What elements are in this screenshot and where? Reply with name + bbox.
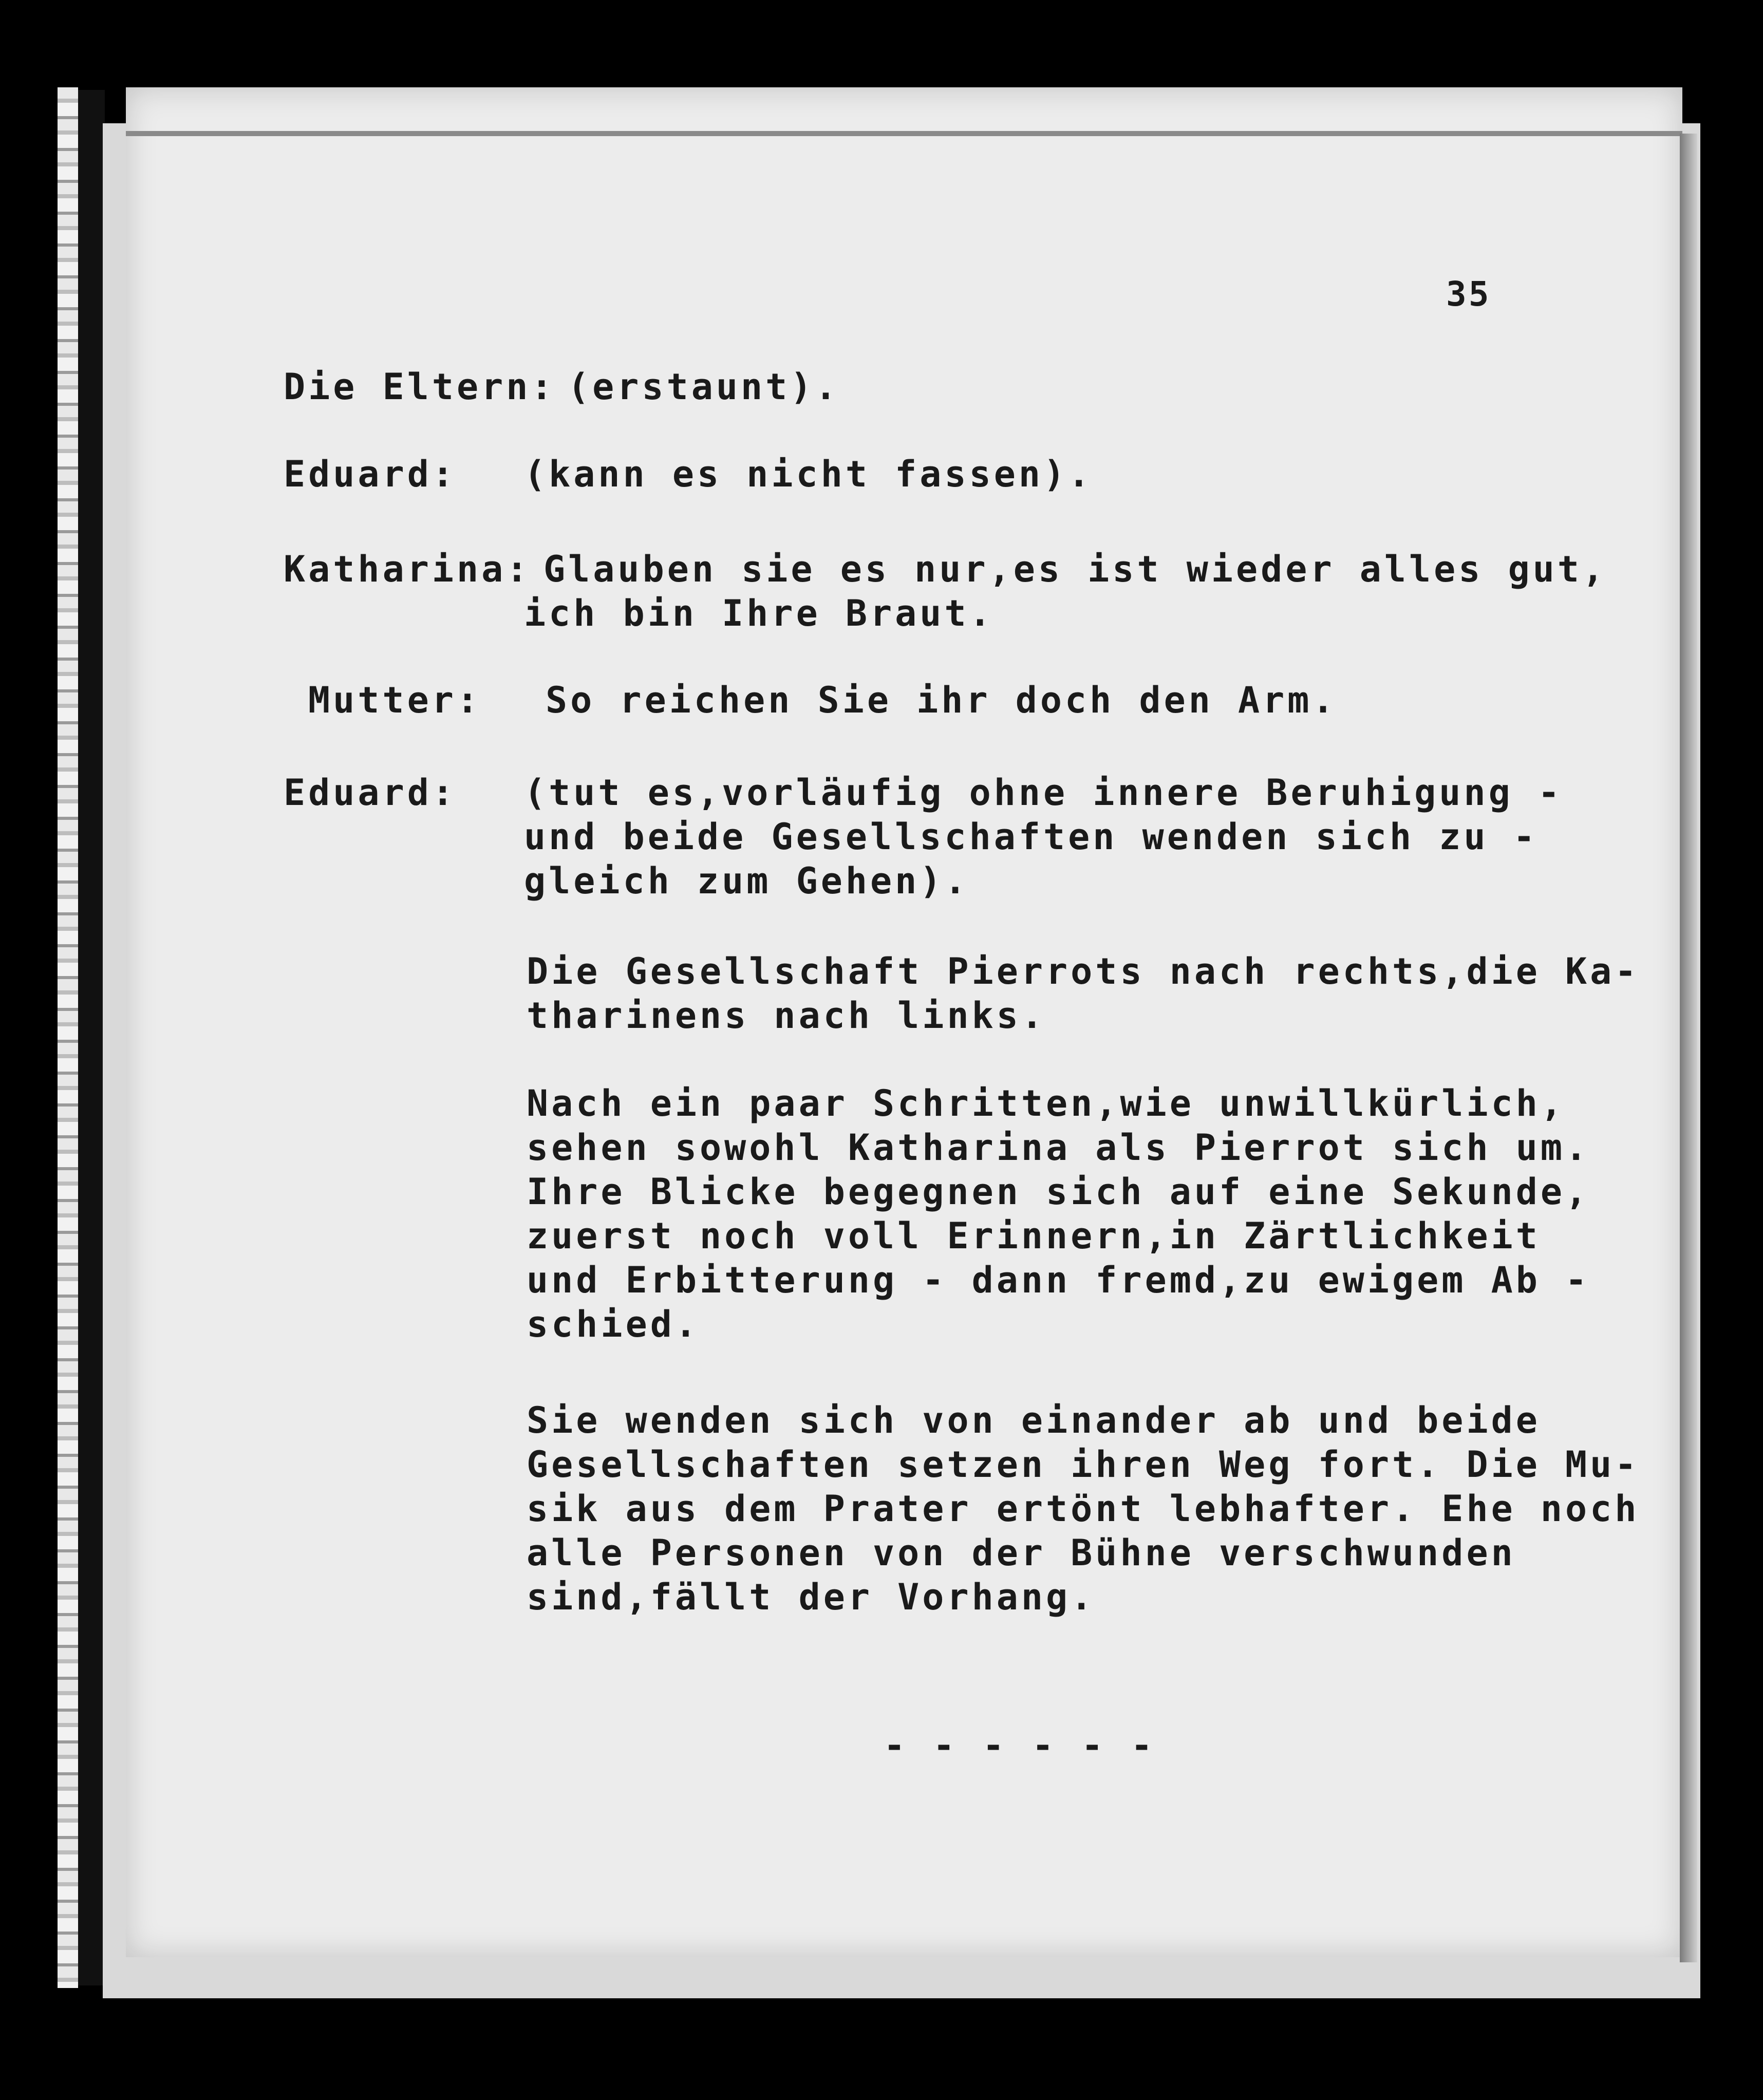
- speech-line: ich bin Ihre Braut.: [524, 592, 994, 634]
- speaker-label: Die Eltern:: [284, 366, 556, 408]
- stage-direction-line: und Erbitterung - dann fremd,zu ewigem Ab -: [527, 1259, 1590, 1301]
- page-number: 35: [1446, 274, 1491, 314]
- speaker-label: Mutter:: [308, 679, 482, 721]
- speech-line: gleich zum Gehen).: [524, 860, 969, 902]
- stage-direction-line: alle Personen von der Bühne verschwunden: [527, 1532, 1516, 1574]
- stage-direction-line: sik aus dem Prater ertönt lebhafter. Ehe noch: [527, 1488, 1640, 1530]
- stage-direction-line: schied.: [527, 1303, 700, 1345]
- stage-direction-line: Die Gesellschaft Pierrots nach rechts,die Ka-: [527, 950, 1640, 992]
- page-top-line: [126, 131, 1682, 136]
- speech-line: (kann es nicht fassen).: [524, 453, 1093, 495]
- speaker-label: Eduard:: [284, 453, 457, 495]
- stage-direction-line: Gesellschaften setzen ihren Weg fort. Die Mu-: [527, 1443, 1640, 1486]
- stage-direction-line: sehen sowohl Katharina als Pierrot sich um.: [527, 1127, 1590, 1169]
- speech-line: So reichen Sie ihr doch den Arm.: [546, 679, 1337, 721]
- page-right-shadow: [1680, 134, 1697, 1962]
- stage-direction-line: sind,fällt der Vorhang.: [527, 1576, 1096, 1618]
- stage-direction-line: Nach ein paar Schritten,wie unwillkürlich,: [527, 1082, 1566, 1124]
- speech-line: (erstaunt).: [568, 366, 840, 408]
- binding-shadow: [78, 90, 105, 1985]
- stage-direction-line: tharinens nach links.: [527, 995, 1046, 1037]
- stage-direction-line: Ihre Blicke begegnen sich auf eine Sekunde,: [527, 1171, 1590, 1213]
- speaker-label: Eduard:: [284, 772, 457, 814]
- speaker-label: Katharina:: [284, 548, 531, 590]
- stage-direction-line: zuerst noch voll Erinnern,in Zärtlichkeit: [527, 1215, 1541, 1257]
- end-mark: - - - - - -: [884, 1724, 1156, 1767]
- speech-line: und beide Gesellschaften wenden sich zu -: [524, 816, 1538, 858]
- sheet-edge: [58, 87, 78, 1988]
- speech-line: (tut es,vorläufig ohne innere Beruhigung -: [524, 772, 1563, 814]
- stage-direction-line: Sie wenden sich von einander ab und beide: [527, 1399, 1541, 1441]
- speech-line: Glauben sie es nur,es ist wieder alles gut,: [543, 548, 1607, 590]
